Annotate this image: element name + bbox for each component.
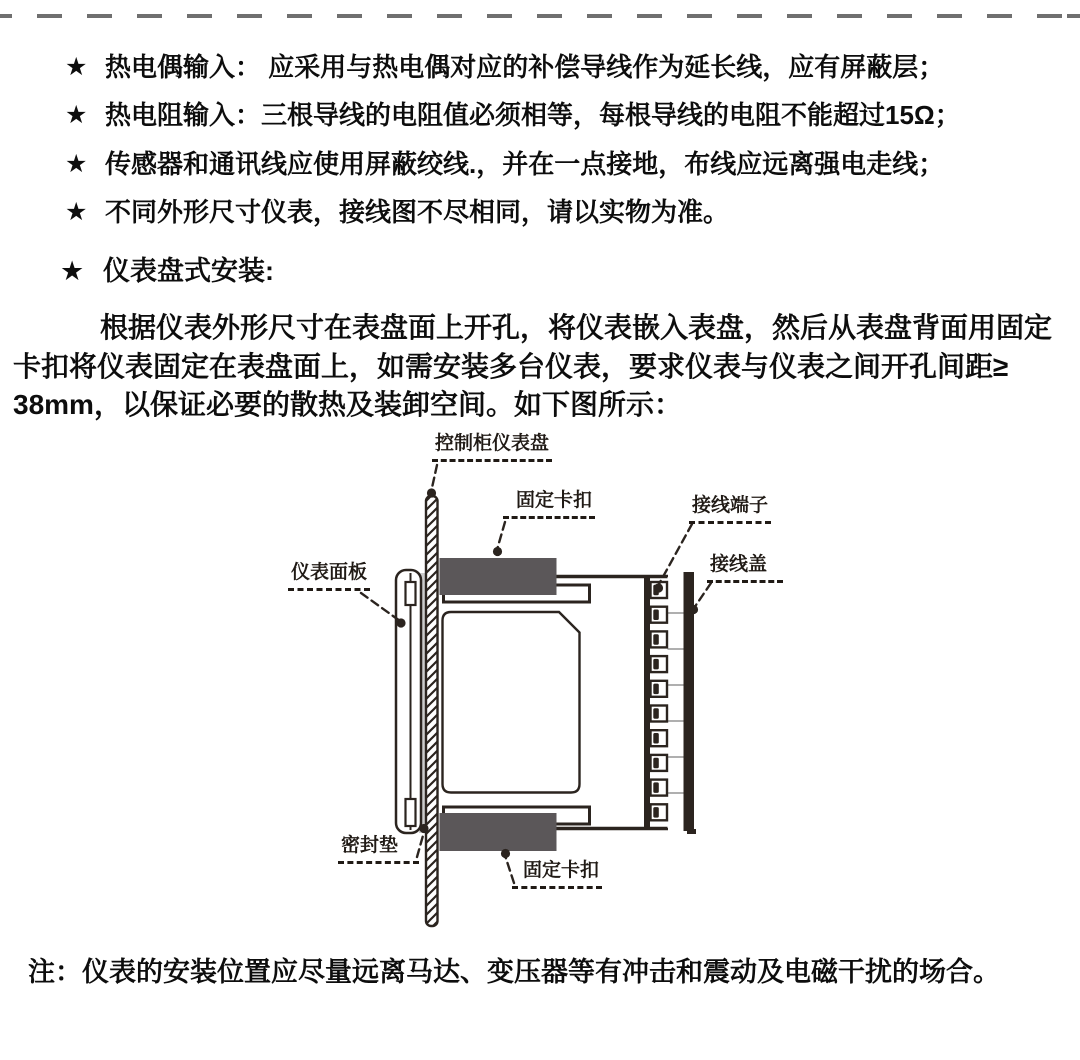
paragraph-line: 卡扣将仪表固定在表盘面上，如需安装多台仪表，要求仪表与仪表之间开孔间距≥ — [13, 350, 1009, 382]
star-bullet-icon: ★ — [65, 101, 88, 129]
instrument-case — [440, 577, 668, 829]
star-bullet-icon: ★ — [65, 198, 88, 226]
label-cabinet-panel: 控制柜仪表盘 — [432, 433, 552, 462]
label-front-panel: 仪表面板 — [288, 562, 370, 591]
star-bullet-icon: ★ — [60, 256, 85, 286]
inner-body — [443, 612, 580, 793]
section-title: 仪表盘式安装: — [103, 256, 274, 286]
bullet-text: 传感器和通讯线应使用屏蔽绞线.，并在一点接地，布线应远离强电走线； — [105, 149, 945, 179]
terminal-block — [644, 575, 684, 829]
front-bezel — [396, 570, 421, 833]
fixing-clip-bottom — [440, 813, 557, 851]
paragraph-line: 根据仪表外形尺寸在表盘面上开孔，将仪表嵌入表盘，然后从表盘背面用固定 — [100, 312, 1053, 343]
label-fixing-clip-top: 固定卡扣 — [503, 490, 595, 519]
note-text: 注：仪表的安装位置应尽量远离马达、变压器等有冲击和震动及电磁干扰的场合。 — [28, 957, 1000, 987]
label-fixing-clip-bottom: 固定卡扣 — [512, 860, 602, 889]
bullet-text: 热电阻输入：三根导线的电阻值必须相等，每根导线的电阻不能超过15Ω； — [105, 100, 961, 130]
star-bullet-icon: ★ — [65, 53, 88, 81]
star-bullet-icon: ★ — [65, 150, 88, 178]
fixing-clip-top — [440, 558, 557, 595]
bullet-text: 热电偶输入： 应采用与热电偶对应的补偿导线作为延长线，应有屏蔽层； — [105, 52, 945, 82]
label-sealing-gasket: 密封垫 — [338, 835, 419, 864]
label-wiring-terminal: 接线端子 — [689, 495, 771, 524]
bullet-text: 不同外形尺寸仪表，接线图不尽相同，请以实物为准。 — [105, 197, 730, 227]
label-wiring-cover: 接线盖 — [707, 554, 783, 583]
cabinet-panel-bar — [426, 496, 438, 926]
paragraph-line: 38mm，以保证必要的散热及装卸空间。如下图所示： — [13, 389, 682, 420]
